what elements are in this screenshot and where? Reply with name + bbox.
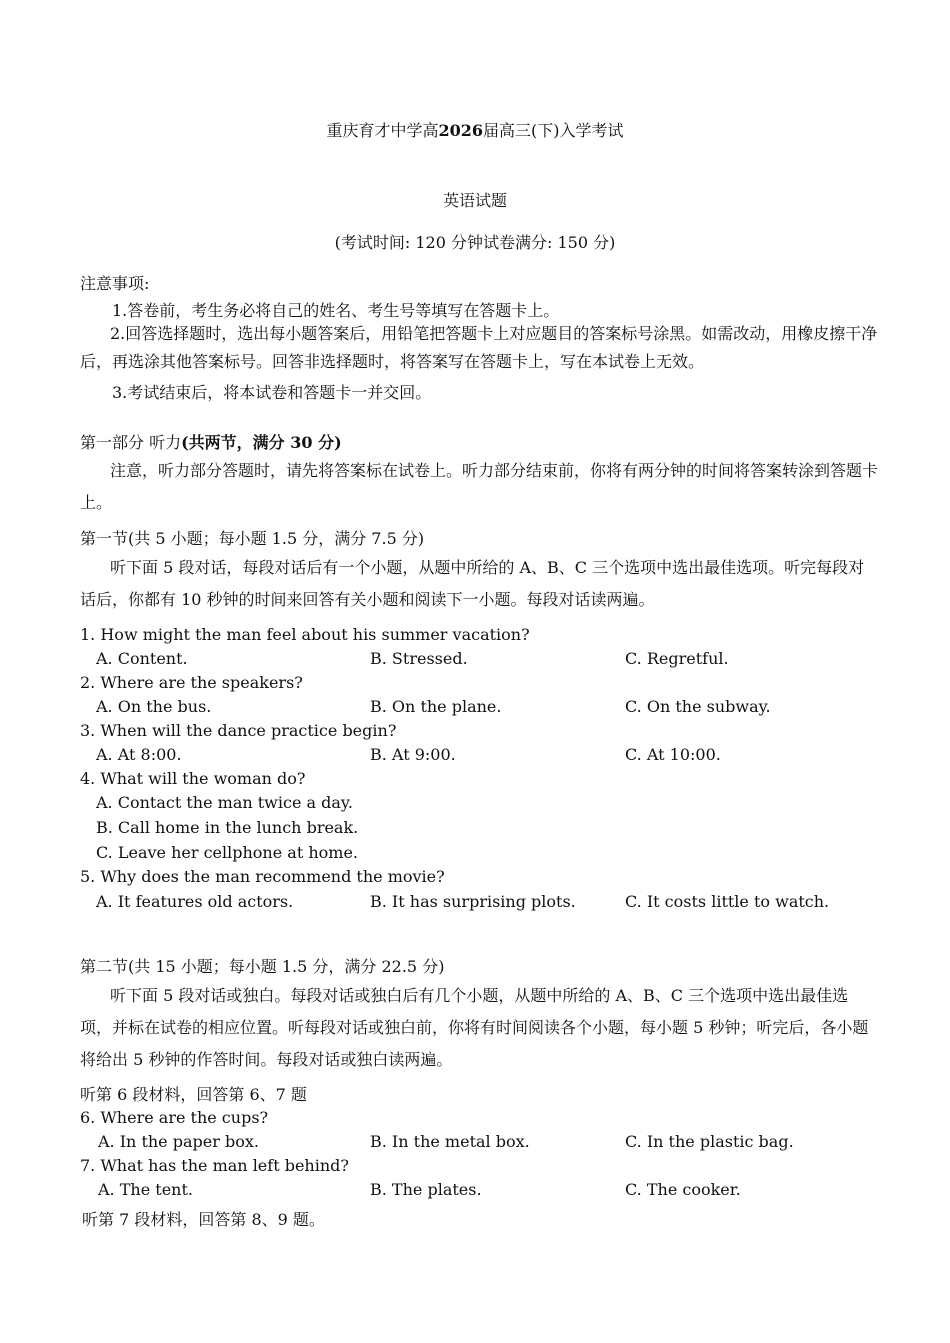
part1-heading-score: (共两节，满分 30 分) — [181, 433, 342, 452]
q3-option-a: A. At 8:00. — [96, 745, 182, 764]
q6-option-a: A. In the paper box. — [98, 1132, 259, 1151]
q3-option-c: C. At 10:00. — [625, 745, 721, 764]
exam-title — [0, 118, 950, 141]
q4-option-b: B. Call home in the lunch break. — [96, 818, 359, 837]
title-text-2: 届高三(下)入学考试 — [483, 121, 624, 140]
part1-heading-text: 第一部分 听力 — [80, 433, 182, 452]
title-text: 重庆育才中学高 — [326, 121, 439, 140]
q2-stem: 2. Where are the speakers? — [80, 673, 303, 692]
notice-heading: 注意事项: — [80, 274, 150, 293]
q7-option-b: B. The plates. — [370, 1180, 482, 1199]
q1-option-c: C. Regretful. — [625, 649, 729, 668]
q4-option-a: A. Contact the man twice a day. — [96, 793, 353, 812]
q1-stem: 1. How might the man feel about his summer vacation? — [80, 625, 530, 644]
q1-option-b: B. Stressed. — [370, 649, 468, 668]
section1-instruction: 听下面 5 段对话，每段对话后有一个小题，从题中所给的 A、B、C 三个选项中选出最佳选项。听完每段对话后，你都有 10 秒钟的时间来回答有关小题和阅读下一小题。每段对话读两遍。 — [80, 558, 865, 609]
subject-title: 英语试题 — [442, 191, 507, 210]
q1-option-a: A. Content. — [96, 649, 188, 668]
q3-option-b: B. At 9:00. — [370, 745, 456, 764]
section2-heading: 第二节(共 15 小题；每小题 1.5 分，满分 22.5 分) — [80, 957, 445, 976]
q7-option-a: A. The tent. — [98, 1180, 193, 1199]
q5-stem: 5. Why does the man recommend the movie? — [80, 867, 445, 886]
q7-option-c: C. The cooker. — [625, 1180, 741, 1199]
notice-item-3: 3.考试结束后，将本试卷和答题卡一并交回。 — [112, 383, 432, 402]
notice-item-1: 1.答卷前，考生务必将自己的姓名、考生号等填写在答题卡上。 — [112, 301, 560, 320]
q7-stem: 7. What has the man left behind? — [80, 1156, 349, 1175]
section2-instruction: 听下面 5 段对话或独白。每段对话或独白后有几个小题，从题中所给的 A、B、C 三个选项中选出最佳选项，并标在试卷的相应位置。听每段对话或独白前，你将有时间阅读各个小题，每小题 5 秒钟；听完后，各小题将给出 5 秒钟的作答时间。每段对话或独白读两遍。 — [80, 986, 869, 1069]
q5-option-a: A. It features old actors. — [96, 892, 294, 911]
q2-option-b: B. On the plane. — [370, 697, 502, 716]
q4-option-c: C. Leave her cellphone at home. — [96, 843, 358, 862]
title-year: 2026 — [438, 121, 484, 140]
material-7-note: 听第 7 段材料，回答第 8、9 题。 — [82, 1210, 325, 1229]
q5-option-b: B. It has surprising plots. — [370, 892, 576, 911]
part1-instruction: 注意，听力部分答题时，请先将答案标在试卷上。听力部分结束前，你将有两分钟的时间将答案转涂到答题卡上。 — [80, 461, 879, 512]
q6-stem: 6. Where are the cups? — [80, 1108, 269, 1127]
q3-stem: 3. When will the dance practice begin? — [80, 721, 397, 740]
q2-option-a: A. On the bus. — [96, 697, 212, 716]
material-6-note: 听第 6 段材料，回答第 6、7 题 — [80, 1085, 307, 1104]
q2-option-c: C. On the subway. — [625, 697, 771, 716]
q6-option-b: B. In the metal box. — [370, 1132, 530, 1151]
notice-item-2: 2.回答选择题时，选出每小题答案后，用铅笔把答题卡上对应题目的答案标号涂黑。如需改动，用橡皮擦干净后，再选涂其他答案标号。回答非选择题时，将答案写在答题卡上，写在本试卷上无效。 — [80, 324, 878, 371]
q6-option-c: C. In the plastic bag. — [625, 1132, 794, 1151]
q5-option-c: C. It costs little to watch. — [625, 892, 830, 911]
q4-stem: 4. What will the woman do? — [80, 769, 306, 788]
part1-heading — [80, 430, 342, 453]
section1-heading: 第一节(共 5 小题；每小题 1.5 分，满分 7.5 分) — [80, 529, 425, 548]
exam-info: (考试时间: 120 分钟试卷满分: 150 分) — [334, 233, 616, 252]
